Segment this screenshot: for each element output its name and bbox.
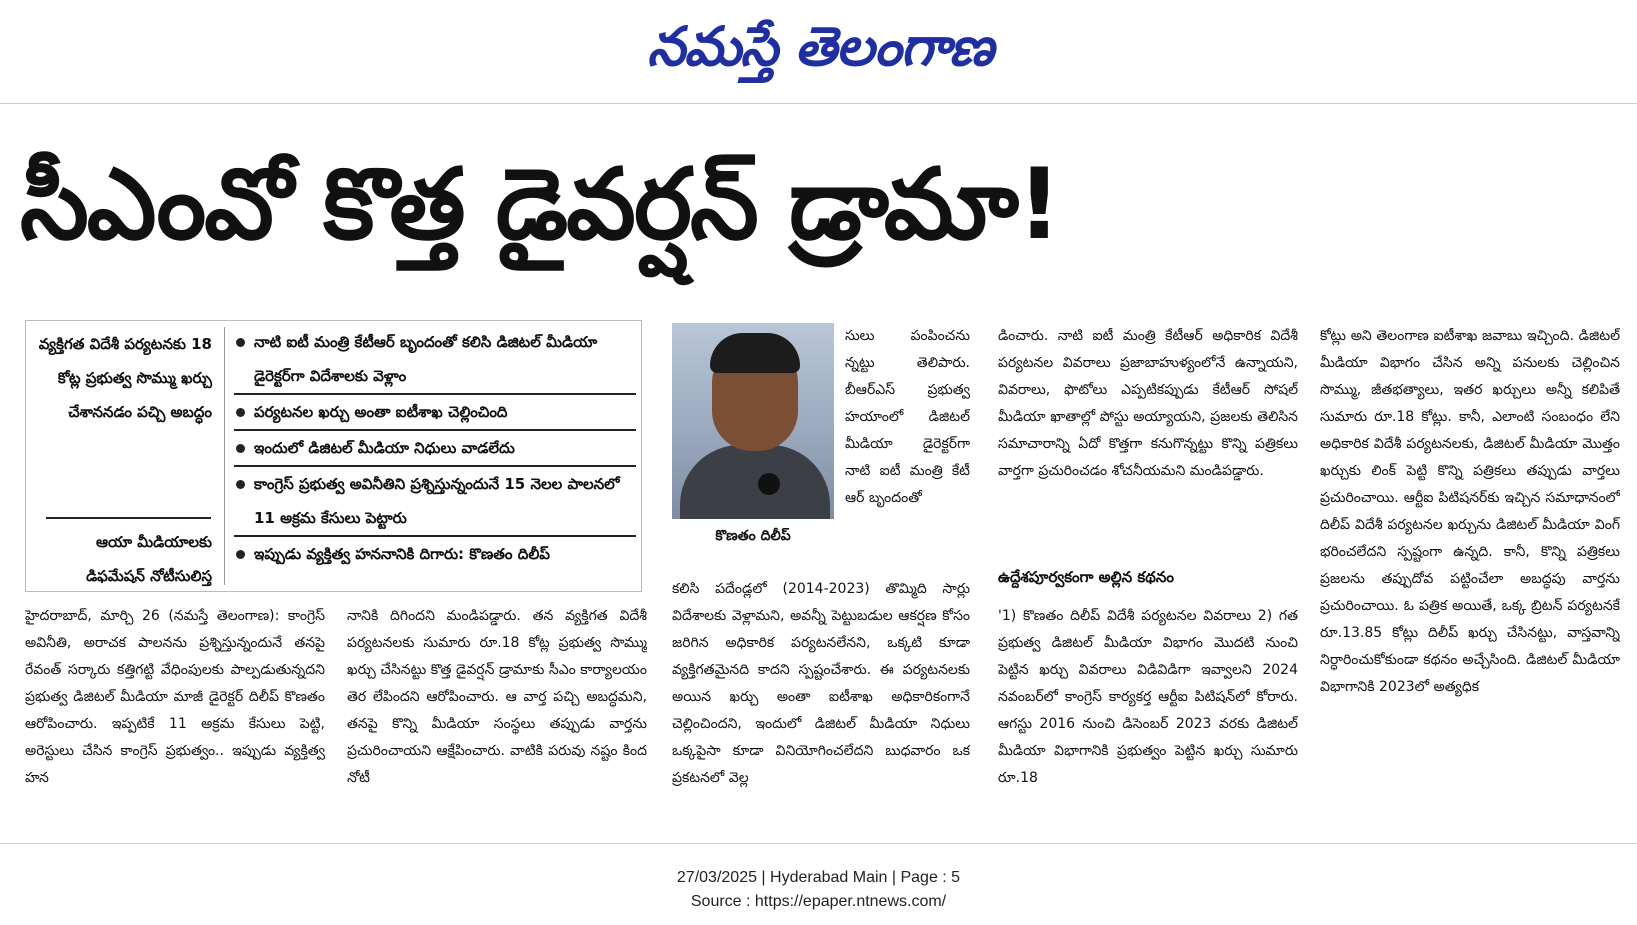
masthead-divider xyxy=(0,103,1637,104)
highlight-item: ఇందులో డిజిటల్ మీడియా నిధులు వాడలేదు xyxy=(234,431,636,467)
article-column-4-top: డించారు. నాటి ఐటీ మంత్రి కేటీఆర్ అధికారిక విదేశీ పర్యటనల వివరాలు ప్రజాబాహుళ్యంలోనే ఉన్నాయని, వివరాలు, ఫొటోలు ఎప్పటికప్పుడు కేటీఆర్ సోషల్ మీడియా ఖాతాల్లో పోస్టు అయ్యాయని, ప్రజలకు తెలిసిన సమాచారాన్ని ఏదో కొత్తగా కనుగొన్నట్టు కొన్ని పత్రికలు వార్తగా ప్రచురించడం శోచనీయమని మండిపడ్డారు. xyxy=(998,328,1298,479)
footer-divider xyxy=(0,843,1637,844)
article-column-1: హైదరాబాద్, మార్చి 26 (నమస్తే తెలంగాణ): కాంగ్రెస్ అవినీతి, అరాచక పాలనను ప్రశ్నిస్తున్నందునే తనపై రేవంత్ సర్కారు కత్తిగట్టి వేధింపులకు పాల్పడుతున్నదని ప్రభుత్వ డిజిటల్ మీడియా మాజీ డైరెక్టర్ దిలీప్ కొణతం ఆరోపించారు. ఇప్పటికే 11 అక్రమ కేసులు పెట్టి, అరెస్టులు చేసిన కాంగ్రెస్ ప్రభుత్వం.. ఇప్పుడు వ్యక్తిత్వ హన xyxy=(25,608,325,786)
quote-block-1: వ్యక్తిగత విదేశీ పర్యటనకు 18 కోట్ల ప్రభుత్వ సొమ్ము ఖర్చు చేశాననడం పచ్చి అబద్ధం xyxy=(38,335,212,421)
bullet-icon xyxy=(236,444,245,453)
footer-source-link[interactable]: Source : https://epaper.ntnews.com/ xyxy=(690,893,947,910)
masthead xyxy=(0,0,1637,100)
quote-separator xyxy=(46,517,211,519)
highlight-item: నాటి ఐటీ మంత్రి కేటీఆర్ బృందంతో కలిసి డిజిటల్ మీడియా డైరెక్టర్‌గా విదేశాలకు వెళ్లాం xyxy=(234,325,636,395)
photo-caption: కొణతం దిలీప్ xyxy=(715,528,791,544)
newspaper-logo: నమస్తే తెలంగాణ xyxy=(647,15,993,78)
highlights-box xyxy=(25,320,642,592)
section-subheading: ఉద్దేశపూర్వకంగా అల్లిన కథనం xyxy=(998,568,1174,586)
bullet-icon xyxy=(236,338,245,347)
bullet-icon xyxy=(236,480,245,489)
article-column-3-top: సులు పంపించను న్నట్టు తెలిపారు. బీఆర్ఎస్ ప్రభుత్వ హయాంలో డిజిటల్ మీడియా డైరెక్టర్‌గా నాటి ఐటీ మంత్రి కేటీ ఆర్ బృందంతో xyxy=(845,328,970,506)
article-column-5: కోట్లు అని తెలంగాణ ఐటీశాఖ జవాబు ఇచ్చింది. డిజిటల్ మీడియా విభాగం చేసిన అన్ని పనులకు చెల్లించిన సొమ్ము, జీతభత్యాలు, ఇతర ఖర్చులు అన్నీ కలిపితే సుమారు రూ.18 కోట్లు. కానీ, ఎలాంటి సంబంధం లేని అధికారిక విదేశీ పర్యటనలకు, డిజిటల్ మీడియా మొత్తం ఖర్చుకు లింక్ పెట్టి కొన్ని పత్రికలు తప్పుడు వార్తలు ప్రచురించాయి. ఆర్టీఐ పిటిషనర్‌కు ఇచ్చిన సమాధానంలో దిలీప్ విదేశీ పర్యటనల ఖర్చును డిజిటల్ మీడియా వింగ్ భరించలేదని స్పష్టంగా ఉన్నది. కానీ, కొన్ని పత్రికలు ప్రజలను తప్పుదోవ పట్టించేలా అబద్ధపు వార్తను ప్రచురించాయి. ఓ పత్రిక అయితే, ఒక్క బ్రిటన్ పర్యటనకే రూ.13.85 కోట్లు దిలీప్ ఖర్చు చేసినట్టు, వాస్తవాన్ని నిర్ధారించుకోకుండా కథనం అచ్చేసింది. డిజిటల్ మీడియా విభాగానికి 2023లో అత్యధిక xyxy=(1320,328,1620,695)
portrait-photo xyxy=(672,323,834,519)
photo-hair-shape xyxy=(710,333,800,373)
microphone-icon xyxy=(758,473,780,495)
page-footer xyxy=(0,866,1637,914)
highlights-quote xyxy=(26,321,216,591)
article-column-2: నానికి దిగిందని మండిపడ్డారు. తన వ్యక్తిగత విదేశీ పర్యటనలకు సుమారు రూ.18 కోట్ల ప్రభుత్వ సొమ్ము ఖర్చు చేసినట్టు కొత్త డైవర్షన్ డ్రామాకు సీఎం కార్యాలయం తెర లేపిందని ఆరోపించారు. ఆ వార్త పచ్చి అబద్ధమని, తనపై కొన్ని మీడియా సంస్థలు తప్పుడు వార్తను ప్రచురించాయని ఆక్షేపించారు. వాటికి పరువు నష్టం కింద నోటీ xyxy=(347,608,647,786)
highlight-item: కాంగ్రెస్ ప్రభుత్వ అవినీతిని ప్రశ్నిస్తున్నందునే 15 నెలల పాలనలో 11 అక్రమ కేసులు పెట్టారు xyxy=(234,467,636,537)
article-headline: సీఎంవో కొత్త డైవర్షన్ డ్రామా! xyxy=(20,148,1060,262)
article-column-3-bottom: కలిసి పదేండ్లలో (2014-2023) తొమ్మిది సార్లు విదేశాలకు వెళ్లామని, అవన్నీ పెట్టుబడుల ఆకర్షణ కోసం జరిగిన అధికారిక పర్యటనలేనని, ఒక్కటి కూడా వ్యక్తిగతమైనది కాదని స్పష్టంచేశారు. ఈ పర్యటనలకు అయిన ఖర్చు అంతా ఐటీశాఖ అధికారికంగానే చెల్లించిందని, ఇందులో డిజిటల్ మీడియా నిధులు ఒక్కపైసా కూడా వినియోగించలేదని బుధవారం ఒక ప్రకటనలో వెల్ల xyxy=(672,581,970,786)
photo-body-shape xyxy=(680,445,830,519)
footer-edition-info: 27/03/2025 | Hyderabad Main | Page : 5 xyxy=(676,869,961,886)
highlight-item: పర్యటనల ఖర్చు అంతా ఐటీశాఖ చెల్లించింది xyxy=(234,395,636,431)
bullet-icon xyxy=(236,408,245,417)
article-column-4-bottom: '1) కొణతం దిలీప్ విదేశీ పర్యటనల వివరాలు 2) గత ప్రభుత్వ డిజిటల్ మీడియా విభాగం మొదటి నుంచి పెట్టిన ఖర్చు వివరాలు విడివిడిగా ఇవ్వాలని 2024 నవంబర్‌లో కాంగ్రెస్ కార్యకర్త ఆర్టీఐ పిటిషన్‌లో కోరారు. ఆగస్టు 2016 నుంచి డిసెంబర్ 2023 వరకు డిజిటల్ మీడియా విభాగానికి ప్రభుత్వం పెట్టిన ఖర్చు సుమారు రూ.18 xyxy=(998,608,1298,786)
bullet-icon xyxy=(236,550,245,559)
highlights-list xyxy=(234,325,636,589)
highlights-divider xyxy=(224,327,225,585)
highlight-item: ఇప్పుడు వ్యక్తిత్వ హననానికి దిగారు: కొణతం దిలీప్ xyxy=(234,537,636,571)
quote-block-2: ఆయా మీడియాలకు డిఫమేషన్ నోటీసులిస్త xyxy=(86,533,212,585)
